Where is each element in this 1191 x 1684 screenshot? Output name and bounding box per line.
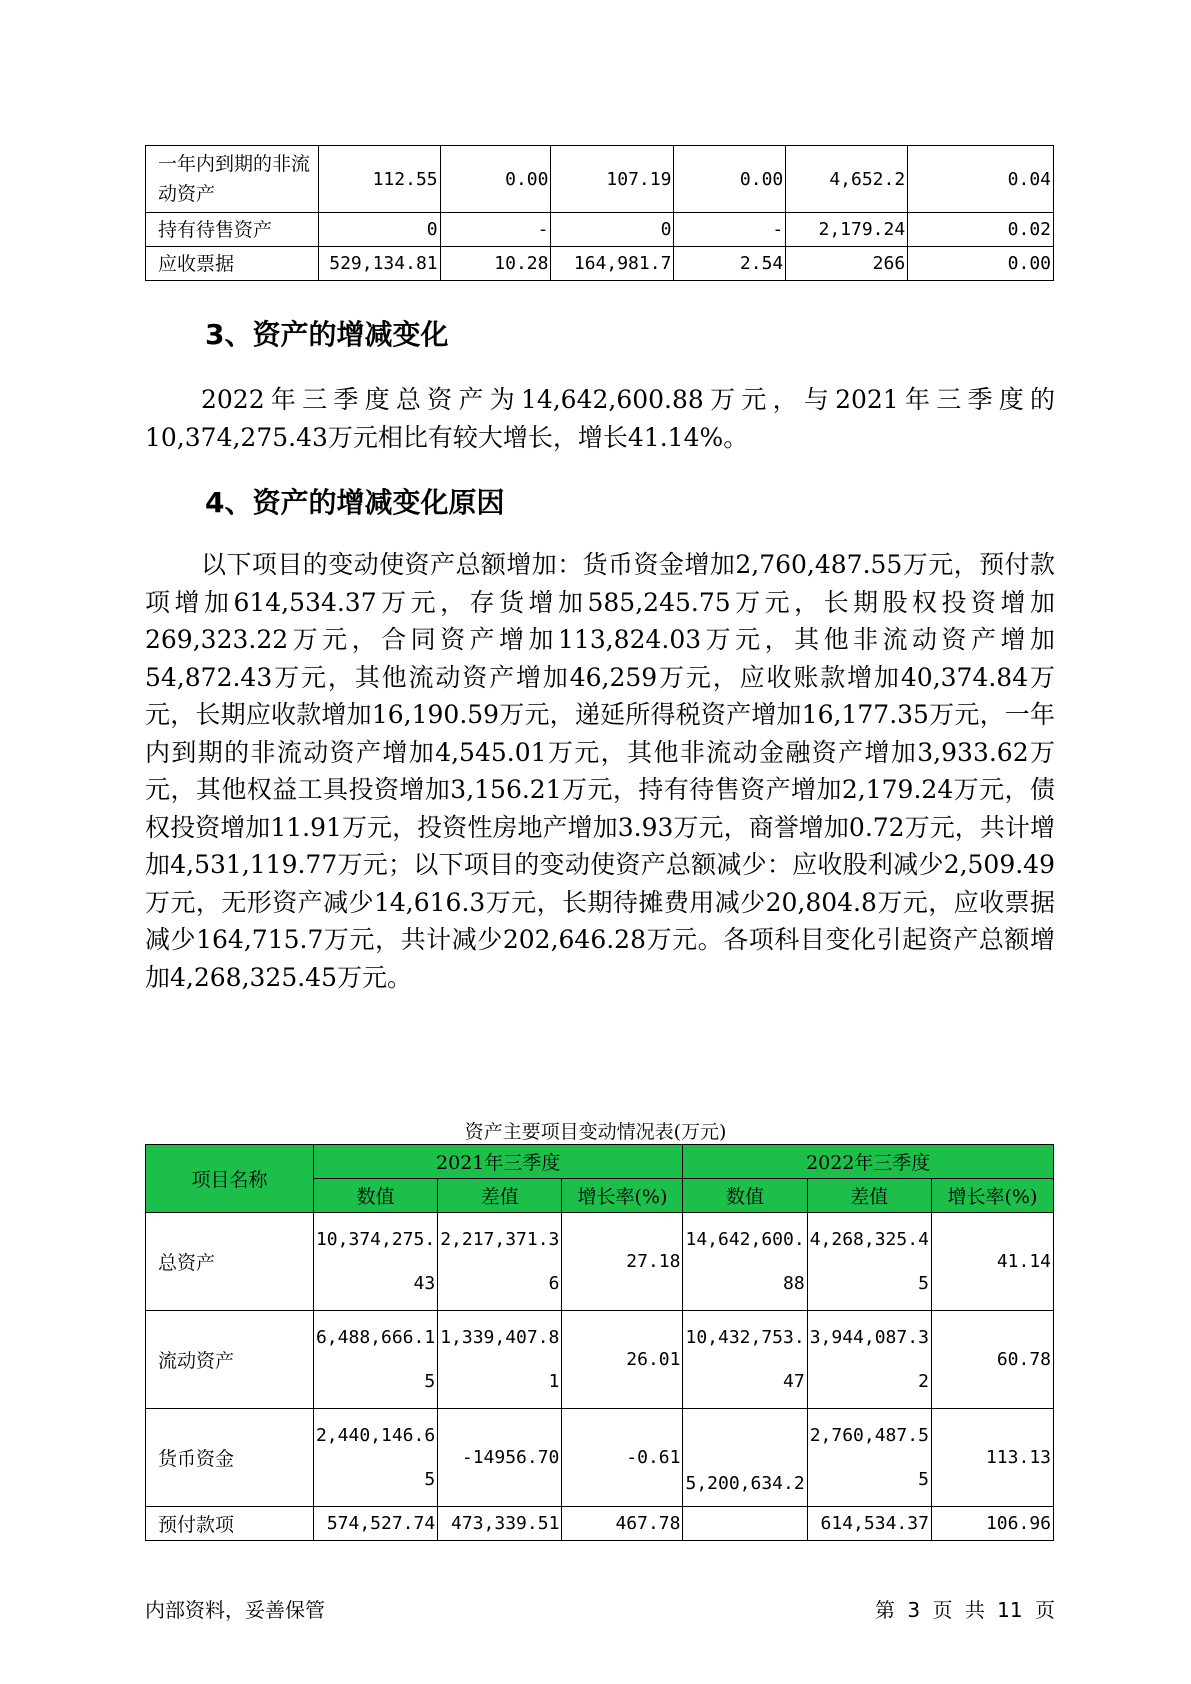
table-cell: 0.00 bbox=[440, 146, 551, 213]
row-label: 流动资产 bbox=[146, 1311, 314, 1409]
table-cell: 164,981.7 bbox=[551, 247, 674, 281]
table-cell: 27.18 bbox=[562, 1213, 683, 1311]
column-header-diff: 差值 bbox=[807, 1179, 931, 1213]
asset-change-table bbox=[145, 1144, 1054, 1541]
table-cell: -0.61 bbox=[562, 1409, 683, 1507]
table-cell: - bbox=[674, 213, 786, 247]
table-cell: 113.13 bbox=[931, 1409, 1053, 1507]
column-header-value: 数值 bbox=[683, 1179, 807, 1213]
table-cell: 266 bbox=[786, 247, 908, 281]
table-cell: 3,944,087.3 2 bbox=[807, 1311, 931, 1409]
table-row bbox=[146, 1311, 1054, 1409]
table-cell: 26.01 bbox=[562, 1311, 683, 1409]
table-cell: 2,440,146.6 5 bbox=[313, 1409, 437, 1507]
table-cell: 574,527.74 bbox=[313, 1507, 437, 1541]
column-header-diff: 差值 bbox=[438, 1179, 562, 1213]
row-label: 持有待售资产 bbox=[146, 213, 319, 247]
table-cell: 0.04 bbox=[908, 146, 1054, 213]
section-3-paragraph: 2022年三季度总资产为14,642,600.88万元，与2021年三季度的10,374,275.43万元相比有较大增长，增长41.14%。 bbox=[145, 385, 1055, 452]
table-row bbox=[146, 1507, 1054, 1541]
table-cell: 106.96 bbox=[931, 1507, 1053, 1541]
table-cell: 60.78 bbox=[931, 1311, 1053, 1409]
table-row bbox=[146, 213, 1054, 247]
section-3-heading: 3、资产的增减变化 bbox=[205, 318, 449, 351]
footer-page-number: 第 3 页 共 11 页 bbox=[875, 1598, 1055, 1622]
table-row bbox=[146, 1213, 1054, 1311]
table-row bbox=[146, 1409, 1054, 1507]
table-cell: 6,488,666.1 5 bbox=[313, 1311, 437, 1409]
table-cell: 614,534.37 bbox=[807, 1507, 931, 1541]
table-cell: 4,652.2 bbox=[786, 146, 908, 213]
table-cell: 112.55 bbox=[318, 146, 440, 213]
table-cell: 0.00 bbox=[908, 247, 1054, 281]
table-cell: 2,217,371.3 6 bbox=[438, 1213, 562, 1311]
column-header-value: 数值 bbox=[313, 1179, 437, 1213]
table-cell: 2.54 bbox=[674, 247, 786, 281]
row-label: 总资产 bbox=[146, 1213, 314, 1311]
column-header-rate: 增长率(%) bbox=[562, 1179, 683, 1213]
table-cell: - bbox=[440, 213, 551, 247]
column-header-2022: 2022年三季度 bbox=[683, 1145, 1054, 1179]
top-continuation-table bbox=[145, 145, 1054, 281]
table-row bbox=[146, 146, 1054, 213]
row-label: 预付款项 bbox=[146, 1507, 314, 1541]
table-caption: 资产主要项目变动情况表(万元) bbox=[464, 1121, 727, 1143]
table-cell: 41.14 bbox=[931, 1213, 1053, 1311]
row-label: 一年内到期的非流动资产 bbox=[146, 146, 319, 213]
section-4-paragraph: 以下项目的变动使资产总额增加：货币资金增加2,760,487.55万元，预付款项增加614,534.37万元，存货增加585,245.75万元，长期股权投资增加269,323.22万元，合同资产增加113,824.03万元，其他非流动资产增加54,872.43万元，其他流动资产增加46,259万元，应收账款增加40,374.84万元，长期应收款增加16,190.59万元，递延所得税资产增加16,177.35万元，一年内到期的非流动资产增加4,545.01万元，其他非流动金融资产增加3,933.62万元，其他权益工具投资增加3,156.21万元，持有待售资产增加2,179.24万元，债权投资增加11.91万元，投资性房地产增加3.93万元，商誉增加0.72万元，共计增加4,531,119.77万元；以下项目的变动使资产总额减少：应收股利减少2,509.49万元，无形资产减少14,616.3万元，长期待摊费用减少20,804.8万元，应收票据减少164,715.7万元，共计减少202,646.28万元。各项科目变化引起资产总额增加4,268,325.45万元。 bbox=[145, 550, 1055, 992]
table-row bbox=[146, 247, 1054, 281]
table-cell: 0.00 bbox=[674, 146, 786, 213]
table-cell: 467.78 bbox=[562, 1507, 683, 1541]
table-cell: 14,642,600. 88 bbox=[683, 1213, 807, 1311]
table-cell: 5,200,634.2 bbox=[683, 1409, 807, 1507]
table-cell: 1,339,407.8 1 bbox=[438, 1311, 562, 1409]
table-cell: 10,432,753. 47 bbox=[683, 1311, 807, 1409]
table-cell: 10.28 bbox=[440, 247, 551, 281]
table-cell: 0 bbox=[551, 213, 674, 247]
table-cell bbox=[683, 1507, 807, 1541]
table-cell: 0.02 bbox=[908, 213, 1054, 247]
table-cell: 2,179.24 bbox=[786, 213, 908, 247]
table-header-row bbox=[146, 1145, 1054, 1179]
table-cell: 4,268,325.4 5 bbox=[807, 1213, 931, 1311]
table-cell: 10,374,275. 43 bbox=[313, 1213, 437, 1311]
table-cell: 2,760,487.5 5 bbox=[807, 1409, 931, 1507]
table-cell: -14956.70 bbox=[438, 1409, 562, 1507]
table-cell: 0 bbox=[318, 213, 440, 247]
footer-confidential-note: 内部资料，妥善保管 bbox=[145, 1598, 325, 1622]
column-header-rate: 增长率(%) bbox=[931, 1179, 1053, 1213]
column-header-2021: 2021年三季度 bbox=[313, 1145, 683, 1179]
table-cell: 529,134.81 bbox=[318, 247, 440, 281]
row-label: 应收票据 bbox=[146, 247, 319, 281]
section-4-heading: 4、资产的增减变化原因 bbox=[205, 486, 505, 519]
column-header-item: 项目名称 bbox=[146, 1145, 314, 1213]
table-cell: 473,339.51 bbox=[438, 1507, 562, 1541]
row-label: 货币资金 bbox=[146, 1409, 314, 1507]
table-cell: 107.19 bbox=[551, 146, 674, 213]
